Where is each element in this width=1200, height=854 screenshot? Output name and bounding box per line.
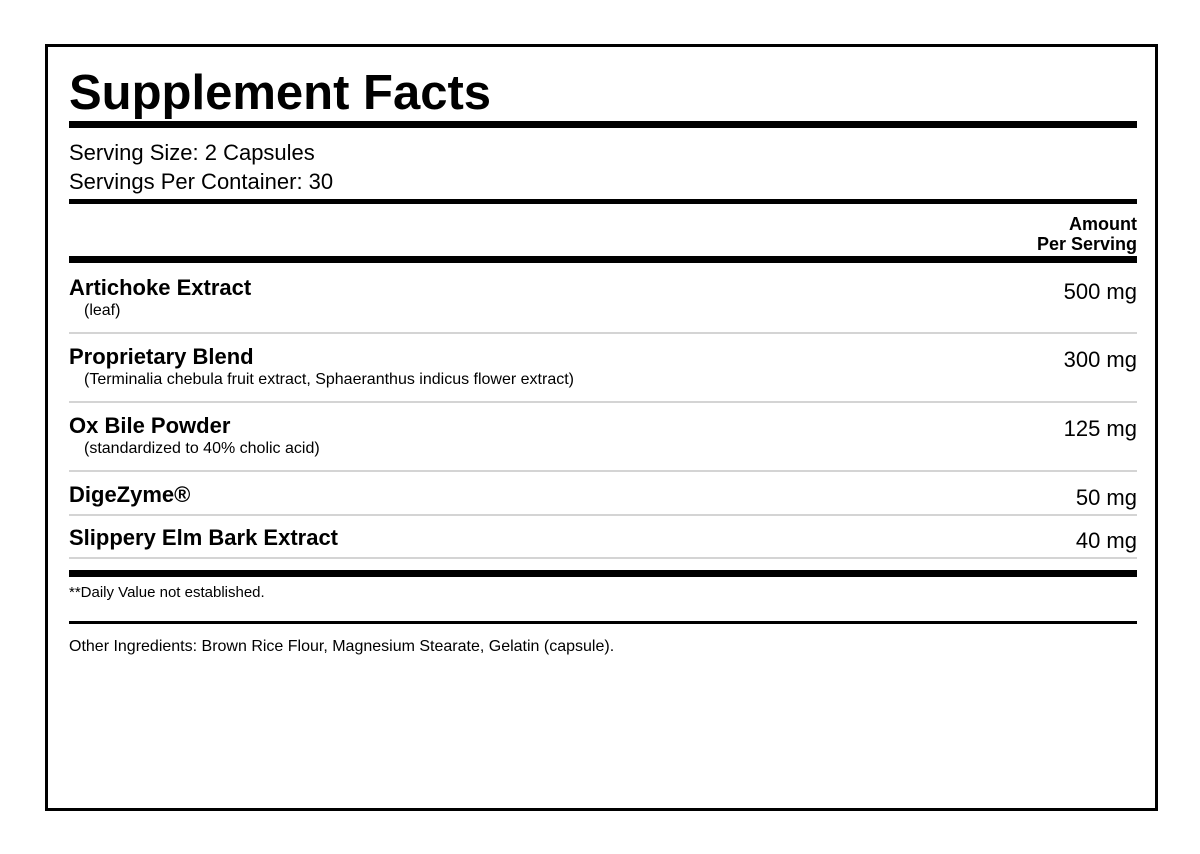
ingredients-end-divider bbox=[69, 570, 1137, 577]
row-divider bbox=[69, 514, 1137, 516]
serving-size: Serving Size: 2 Capsules bbox=[69, 140, 315, 165]
supplement-facts-panel bbox=[45, 44, 1158, 811]
amount-header-line2: Per Serving bbox=[1036, 234, 1137, 254]
row-divider bbox=[69, 470, 1137, 472]
other-ingredients: Other Ingredients: Brown Rice Flour, Magnesium Stearate, Gelatin (capsule). bbox=[69, 638, 615, 655]
ingredient-amount: 500 mg bbox=[1063, 279, 1137, 304]
serving-divider bbox=[69, 199, 1137, 204]
header-divider bbox=[69, 256, 1137, 263]
amount-per-serving-header bbox=[1037, 214, 1137, 254]
row-divider bbox=[69, 332, 1137, 334]
row-divider bbox=[69, 557, 1137, 559]
row-divider bbox=[69, 401, 1137, 403]
ingredient-amount: 40 mg bbox=[1075, 528, 1137, 553]
ingredient-name: Slippery Elm Bark Extract bbox=[69, 525, 339, 550]
ingredient-name: DigeZyme® bbox=[69, 482, 191, 507]
ingredient-amount: 50 mg bbox=[1075, 485, 1137, 510]
footnote-divider bbox=[69, 621, 1137, 624]
ingredient-name: Proprietary Blend bbox=[69, 344, 254, 369]
title-divider bbox=[69, 121, 1137, 128]
panel-title: Supplement Facts bbox=[69, 66, 492, 120]
ingredient-detail: (standardized to 40% cholic acid) bbox=[84, 440, 320, 457]
ingredient-name: Ox Bile Powder bbox=[69, 413, 231, 438]
daily-value-footnote: **Daily Value not established. bbox=[69, 584, 265, 601]
ingredient-detail: (Terminalia chebula fruit extract, Sphaeranthus indicus flower extract) bbox=[84, 371, 574, 388]
amount-header-line1: Amount bbox=[1069, 214, 1137, 234]
servings-per-container: Servings Per Container: 30 bbox=[69, 169, 334, 194]
ingredient-amount: 300 mg bbox=[1063, 347, 1137, 372]
ingredient-name: Artichoke Extract bbox=[69, 275, 252, 300]
ingredient-detail: (leaf) bbox=[84, 302, 121, 319]
ingredient-amount: 125 mg bbox=[1063, 416, 1137, 441]
